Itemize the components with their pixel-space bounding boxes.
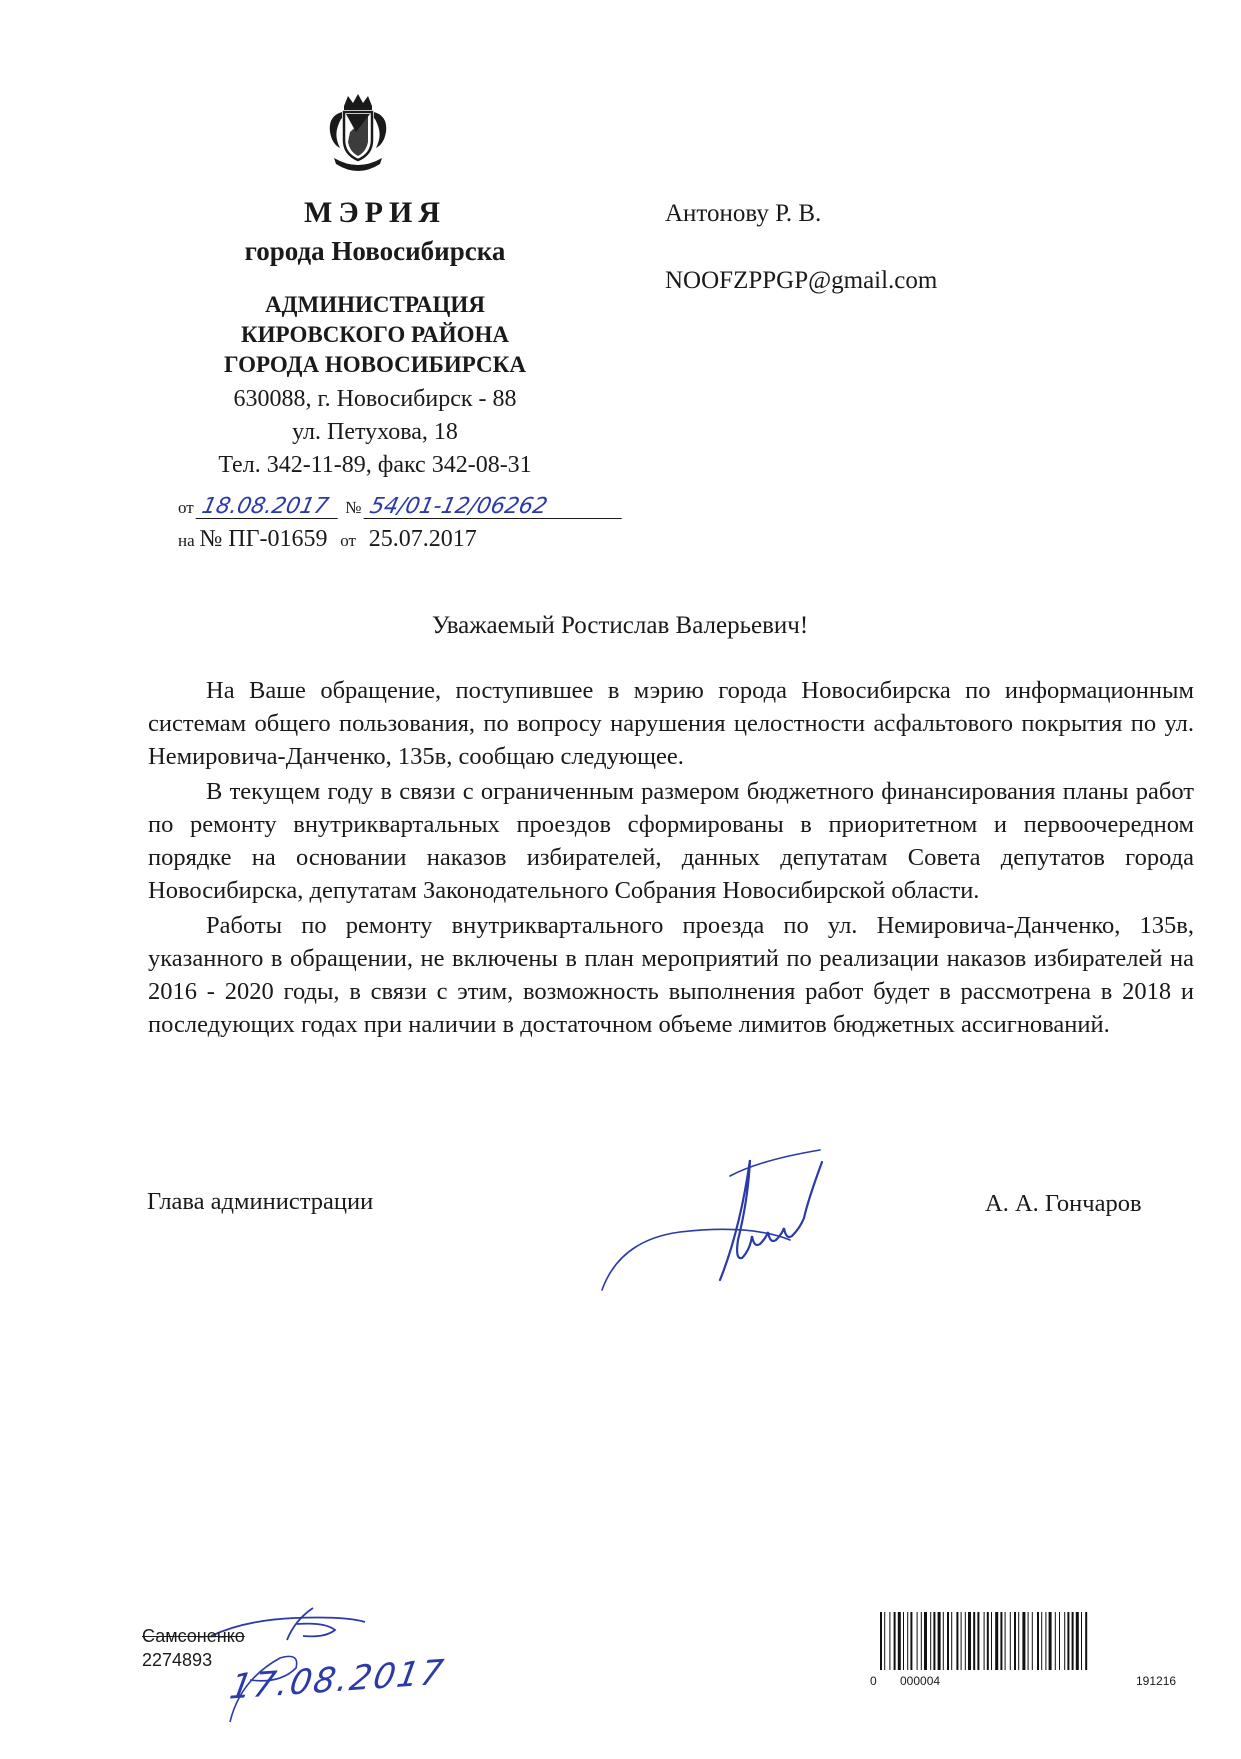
barcode-bar	[910, 1612, 912, 1670]
barcode-bar	[995, 1612, 998, 1670]
barcode-bar	[884, 1612, 885, 1670]
outgoing-number: 54/01-12/06262	[364, 496, 627, 519]
barcode-bar	[1067, 1612, 1069, 1670]
barcode-bar	[933, 1612, 935, 1670]
barcode-bar	[1037, 1612, 1039, 1670]
address-line: Тел. 342-11-89, факс 342-08-31	[218, 452, 532, 478]
barcode-bar	[1076, 1612, 1079, 1670]
barcode-bar	[1005, 1612, 1006, 1670]
ref-date: 25.07.2017	[368, 526, 477, 552]
barcode-bar	[1000, 1612, 1002, 1670]
document-barcode	[878, 1612, 1196, 1670]
greeting: Уважаемый Ростислав Валерьевич!	[431, 612, 809, 639]
city-line: города Новосибирска	[244, 236, 506, 266]
barcode-bar	[991, 1612, 992, 1670]
barcode-bar	[1032, 1612, 1033, 1670]
body-paragraph: Работы по ремонту внутриквартального проезда по ул. Немировича-Данченко, 135в, указанного в обращении, не включены в план мероприятий по реализации наказов избирателей на 2016 - 2020 годы, в связи с этим, возможность выполнения работ будет в рассмотрена в 2018 и последующих годах при наличии в достаточном объеме лимитов бюджетных ассигнований.	[148, 912, 1194, 1038]
barcode-bar	[977, 1612, 979, 1670]
barcode-bar	[880, 1612, 882, 1670]
barcode-bar	[1010, 1612, 1011, 1670]
barcode-bar	[894, 1612, 896, 1670]
from-label: от	[178, 498, 194, 517]
barcode-bar	[907, 1612, 908, 1670]
mayor-title: МЭРИЯ	[304, 196, 446, 229]
barcode-bar	[968, 1612, 971, 1670]
administration-line: АДМИНИСТРАЦИЯ	[265, 292, 485, 317]
coat-of-arms-emblem	[320, 92, 396, 178]
barcode-bar	[924, 1612, 927, 1670]
executor-name: Самсоненко	[142, 1626, 245, 1646]
barcode-bar	[1049, 1612, 1052, 1670]
incoming-reference	[178, 526, 477, 553]
number-label: №	[345, 498, 362, 517]
barcode-bar	[921, 1612, 922, 1670]
address-line: ул. Петухова, 18	[292, 419, 458, 445]
barcode-bar	[898, 1612, 901, 1670]
barcode-bar	[956, 1612, 958, 1670]
outgoing-date: 18.08.2017	[196, 496, 343, 519]
barcode-left-digit: 0	[870, 1674, 877, 1688]
administration-name	[150, 290, 600, 380]
barcode-bar	[961, 1612, 962, 1670]
barcode-bar	[930, 1612, 931, 1670]
ref-label: на	[178, 531, 195, 550]
barcode-right-digits: 191216	[1136, 1674, 1177, 1688]
administration-line: ГОРОДА НОВОСИБИРСКА	[224, 352, 526, 377]
barcode-bar	[903, 1612, 904, 1670]
barcode-bar	[1041, 1612, 1042, 1670]
barcode-bar	[1081, 1612, 1082, 1670]
barcode-bar	[917, 1612, 918, 1670]
barcode-bar	[1072, 1612, 1074, 1670]
barcode-bar	[984, 1612, 985, 1670]
address-line: 630088, г. Новосибирск - 88	[233, 386, 517, 412]
barcode-bar	[889, 1612, 890, 1670]
handwritten-signature	[590, 1140, 870, 1300]
barcode-bar	[1018, 1612, 1019, 1670]
barcode-bar	[1022, 1612, 1025, 1670]
letter-body	[148, 674, 1194, 1043]
administration-line: КИРОВСКОГО РАЙОНА	[240, 322, 509, 347]
ref-from-label: от	[340, 531, 356, 550]
barcode-bar	[1085, 1612, 1087, 1670]
barcode-middle-digits: 000004	[900, 1674, 941, 1688]
barcode-bar	[1059, 1612, 1060, 1670]
addressee-email: NOOFZPPGP@gmail.com	[665, 267, 938, 294]
barcode-bar	[947, 1612, 949, 1670]
barcode-bar	[973, 1612, 975, 1670]
barcode-bar	[943, 1612, 944, 1670]
barcode-bar	[951, 1612, 952, 1670]
signatory-name: А. А. Гончаров	[985, 1190, 1142, 1217]
barcode-bar	[938, 1612, 941, 1670]
barcode-bar	[987, 1612, 989, 1670]
administration-address	[150, 383, 600, 482]
barcode-bar	[1028, 1612, 1029, 1670]
barcode-bar	[1014, 1612, 1016, 1670]
addressee-name: Антонову Р. В.	[665, 200, 822, 227]
outgoing-registration	[178, 496, 624, 519]
barcode-bar	[1064, 1612, 1065, 1670]
body-paragraph: На Ваше обращение, поступившее в мэрию города Новосибирска по информационным системам общего пользования, по вопросу нарушения целостности асфальтового покрытия по ул. Немировича-Данченко, 135в, сообщаю следующее.	[148, 677, 1194, 770]
executor-phone: 2274893	[142, 1650, 213, 1670]
executor-handwritten-date: 17.08.2017	[226, 1652, 448, 1708]
barcode-bar	[1045, 1612, 1046, 1670]
signatory-position: Глава администрации	[147, 1188, 374, 1215]
body-paragraph: В текущем году в связи с ограниченным размером бюджетного финансирования планы работ по ремонту внутриквартальных проездов сформированы в приоритетном и первоочередном порядке на основании наказов избирателей, данных депутатам Совета депутатов города Новосибирска, депутатам Законодательного Собрания Новосибирской области.	[148, 778, 1194, 904]
barcode-bar	[965, 1612, 966, 1670]
barcode-bar	[1055, 1612, 1056, 1670]
ref-number: № ПГ-01659	[199, 526, 328, 552]
